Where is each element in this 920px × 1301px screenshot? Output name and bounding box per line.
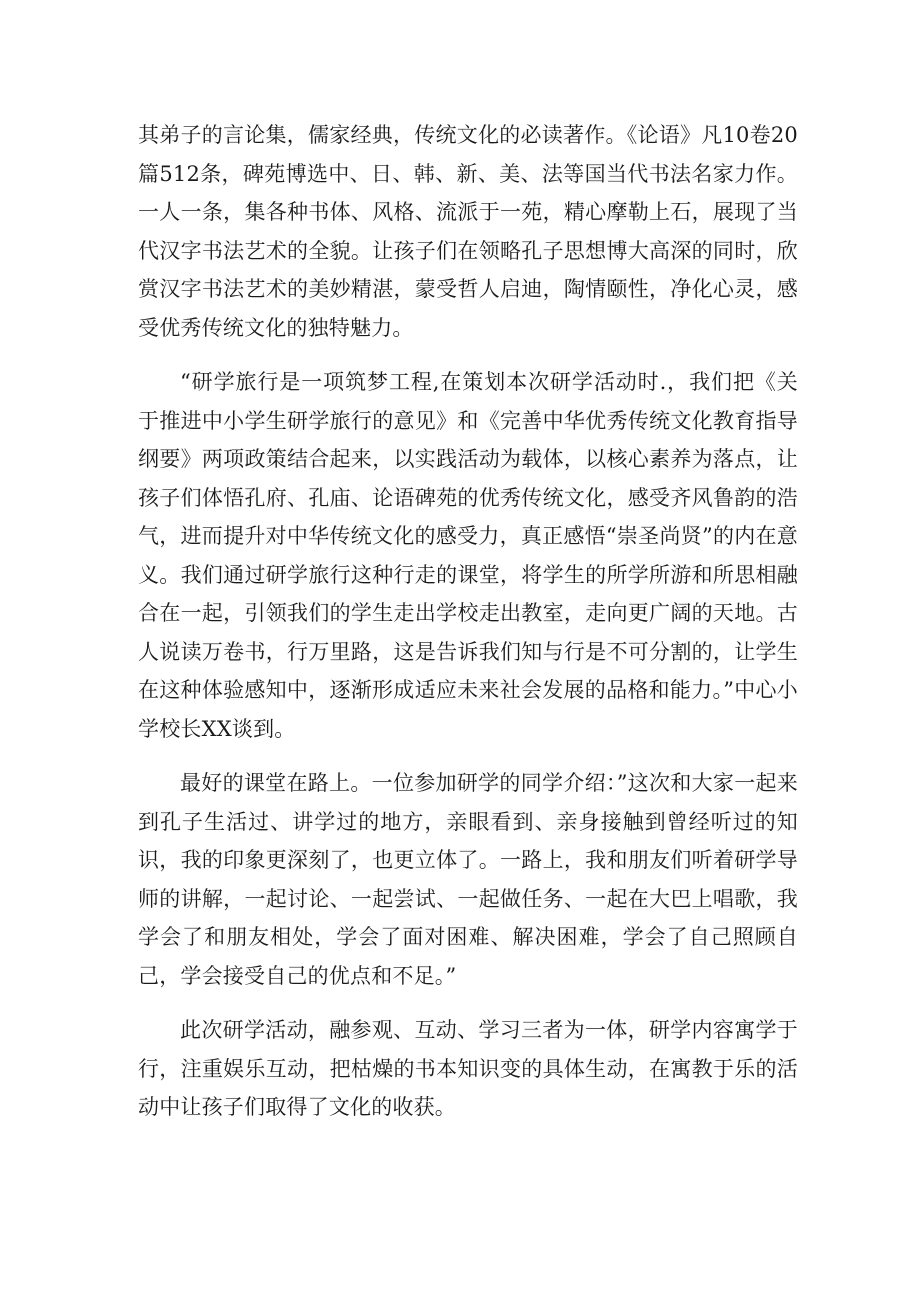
paragraph-principal-quote: “研学旅行是一项筑梦工程,在策划本次研学活动时.，我们把《关于推进中小学生研学旅行的意见》和《完善中华优秀传统文化教育指导纲要》两项政策结合起来，以实践活动为载体，以核心素养为落点，让孩子们体悟孔府、孔庙、论语碑苑的优秀传统文化，感受齐风鲁韵的浩气，进而提升对中华传统文化的感受力，真正感悟“崇圣尚贤”的内在意义。我们通过研学旅行这种行走的课堂，将学生的所学所游和所思相融合在一起，引领我们的学生走出学校走出教室，走向更广阔的天地。古人说读万卷书，行万里路，这是告诉我们知与行是不可分割的，让学生在这种体验感知中，逐渐形成适应未来社会发展的品格和能力。”中心小学校长XX谈到。 [138, 370, 798, 741]
article-body [138, 116, 798, 1127]
paragraph-student-quote: 最好的课堂在路上。一位参加研学的同学介绍：”这次和大家一起来到孔子生活过、讲学过的地方，亲眼看到、亲身接触到曾经听过的知识，我的印象更深刻了，也更立体了。一路上，我和朋友们听着研学导师的讲解，一起讨论、一起尝试、一起做任务、一起在大巴上唱歌，我学会了和朋友相处，学会了面对困难、解决困难，学会了自己照顾自己，学会接受自己的优点和不足。” [138, 771, 798, 988]
paragraph-conclusion: 此次研学活动，融参观、互动、学习三者为一体，研学内容寓学于行，注重娱乐互动，把枯燥的书本知识变的具体生动，在寓教于乐的活动中让孩子们取得了文化的收获。 [138, 1018, 798, 1119]
paragraph-intro-continued: 其弟子的言论集，儒家经典，传统文化的必读著作。《论语》凡10卷20篇512条，碑苑博选中、日、韩、新、美、法等国当代书法名家力作。一人一条，集各种书体、风格、流派于一苑，精心摩勒上石，展现了当代汉字书法艺术的全貌。让孩子们在领略孔子思想博大高深的同时，欣赏汉字书法艺术的美妙精湛，蒙受哲人启迪，陶情颐性，净化心灵，感受优秀传统文化的独特魅力。 [138, 123, 798, 340]
